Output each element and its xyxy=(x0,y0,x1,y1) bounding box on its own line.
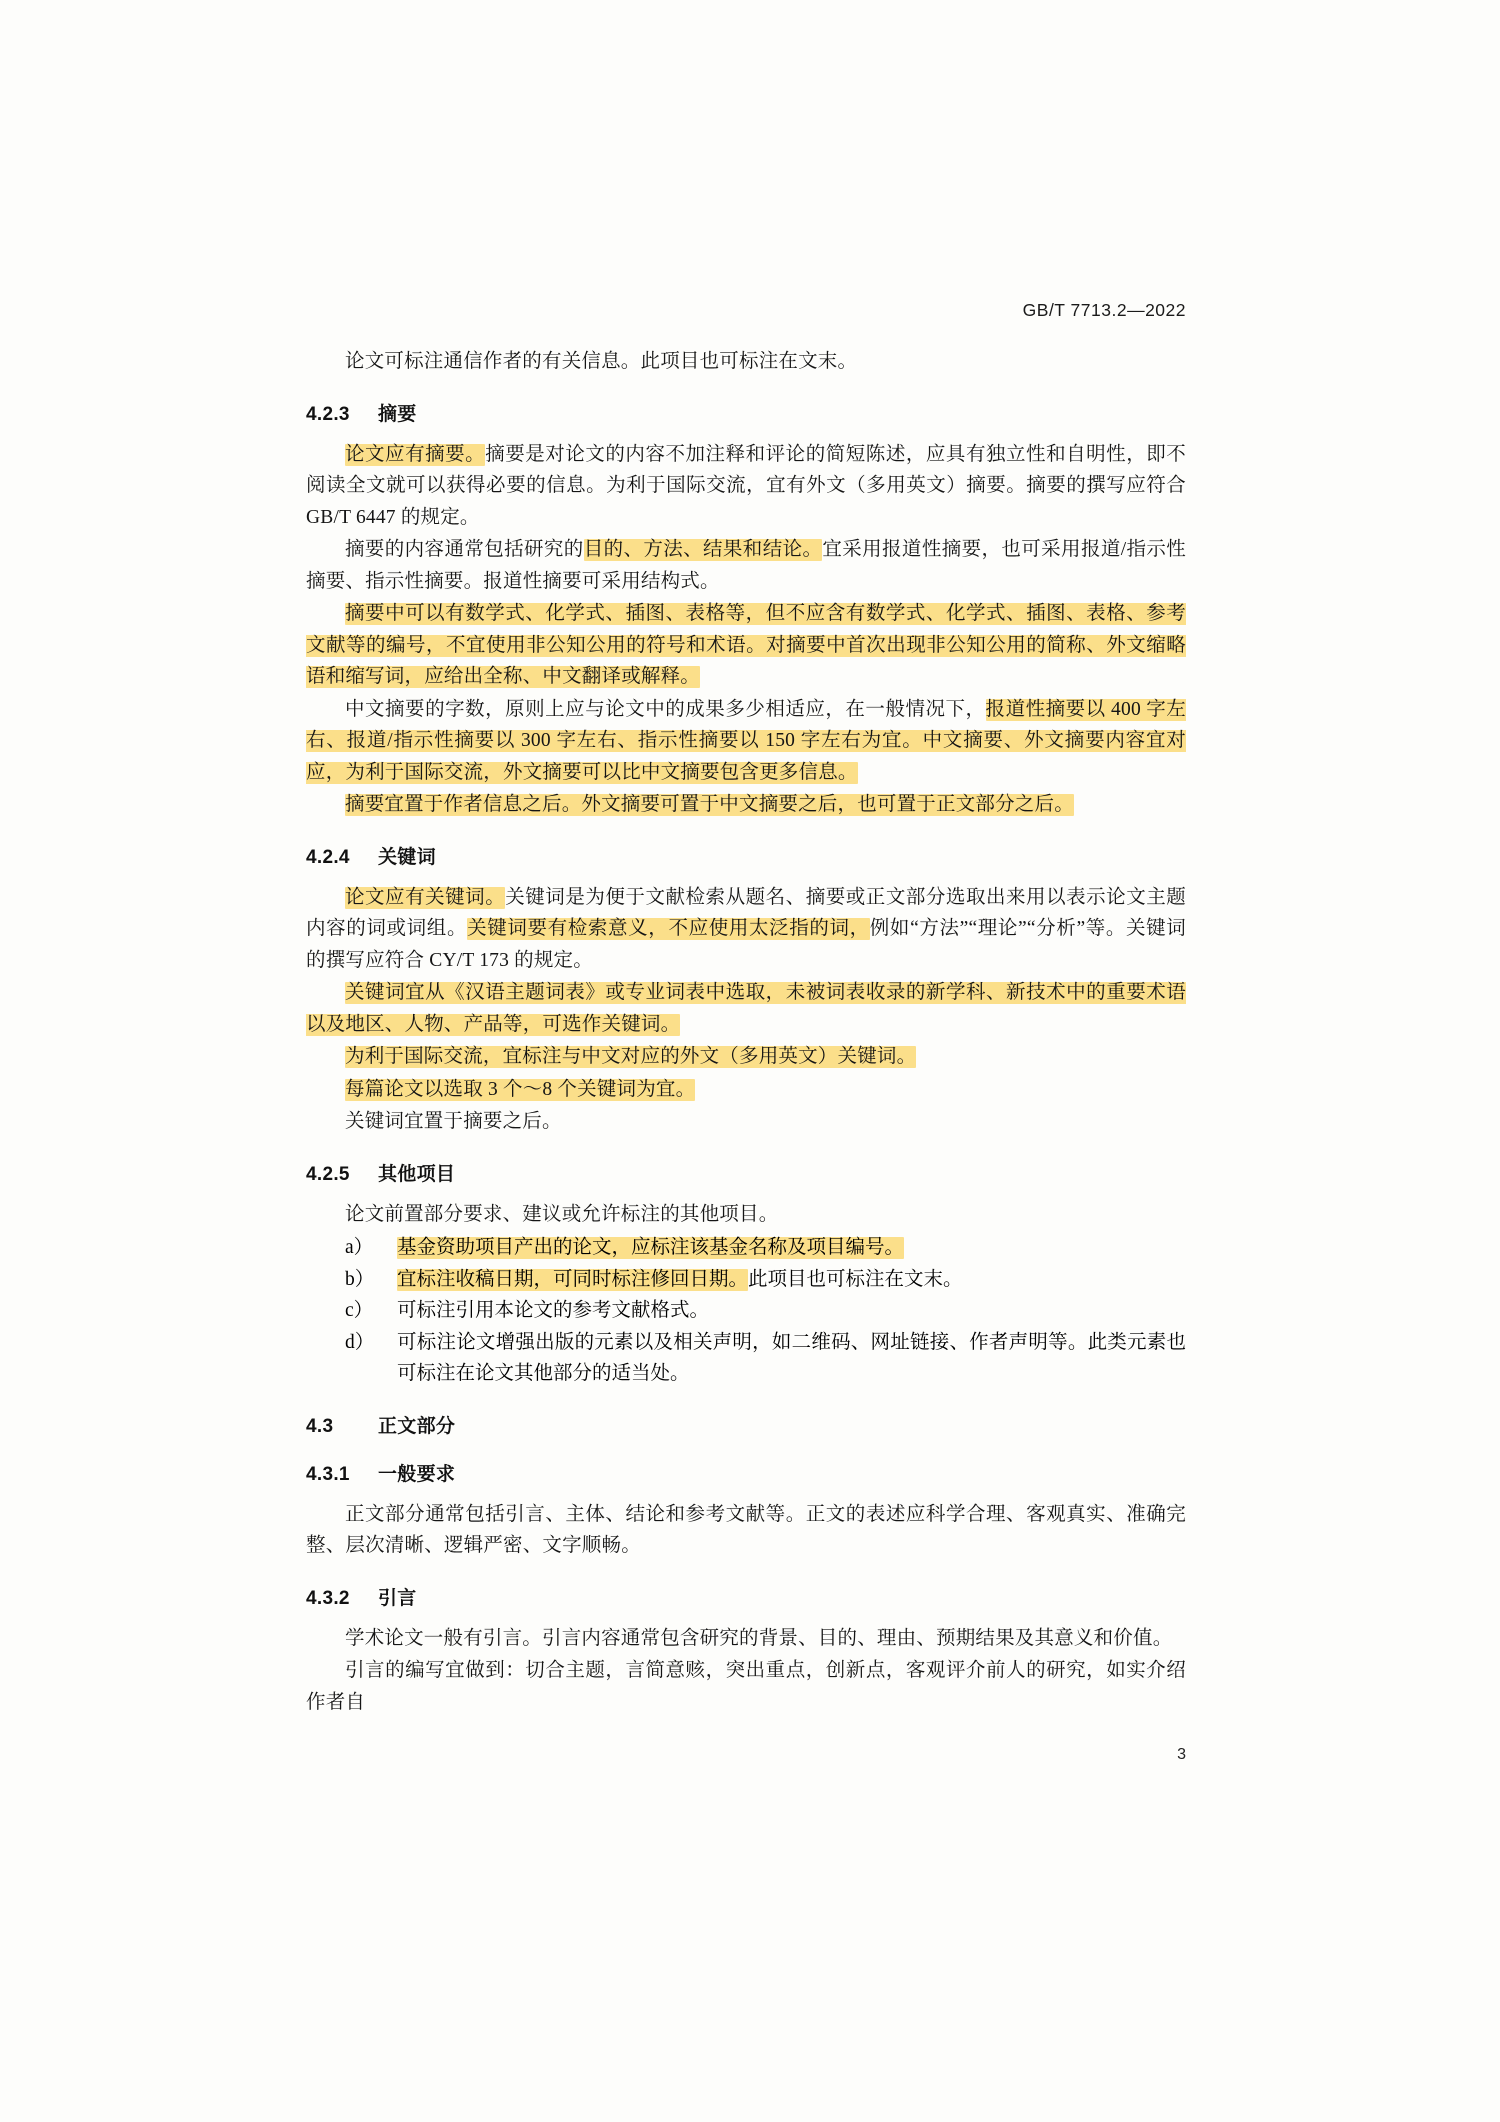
highlighted-text: 为利于国际交流，宜标注与中文对应的外文（多用英文）关键词。 xyxy=(345,1046,917,1067)
plain-text: 摘要的内容通常包括研究的 xyxy=(345,539,584,560)
section-number: 4.3.2 xyxy=(306,1587,350,1609)
highlighted-text: 每篇论文以选取 3 个～8 个关键词为宜。 xyxy=(345,1078,696,1100)
list-item xyxy=(345,1295,1186,1327)
highlighted-text: 宜标注收稿日期，可同时标注修回日期。 xyxy=(397,1268,749,1290)
highlighted-text: 论文应有摘要。 xyxy=(345,443,486,465)
plain-text: 论文前置部分要求、建议或允许标注的其他项目。 xyxy=(345,1203,779,1225)
plain-text: 学术论文一般有引言。引言内容通常包含研究的背景、目的、理由、预期结果及其意义和价值。 xyxy=(345,1627,1173,1649)
page-content xyxy=(306,300,1187,1763)
list-item-text xyxy=(397,1232,1186,1264)
list-item-marker: d） xyxy=(345,1331,375,1353)
list-item-marker: c） xyxy=(345,1300,374,1321)
page-number: 3 xyxy=(1177,1746,1186,1763)
paragraph: 论文可标注通信作者的有关信息。此项目也可标注在文末。 xyxy=(345,351,858,372)
section-number: 4.2.4 xyxy=(306,846,350,868)
section-number: 4.2.5 xyxy=(306,1163,350,1185)
paragraph xyxy=(306,1655,1186,1718)
plain-text: 引言的编写宜做到：切合主题，言简意赅，突出重点，创新点，客观评介前人的研究，如实介绍作者自 xyxy=(306,1660,1186,1713)
section-title: 摘要 xyxy=(378,403,417,425)
highlighted-text: 摘要中可以有数学式、化学式、插图、表格等，但不应含有数学式、化学式、插图、表格、参考文献等的编号，不宜使用非公知公用的符号和术语。对摘要中首次出现非公知公用的简称、外文缩略语和缩写词，应给出全称、中文翻译或解释。 xyxy=(306,603,1186,687)
paragraph xyxy=(306,694,1186,789)
document-body xyxy=(306,346,1186,1718)
highlighted-text: 关键词要有检索意义，不应使用太泛指的词， xyxy=(467,918,870,939)
highlighted-text: 摘要宜置于作者信息之后。外文摘要可置于中文摘要之后，也可置于正文部分之后。 xyxy=(345,794,1074,815)
paragraph xyxy=(306,1041,1186,1073)
paragraph xyxy=(306,534,1186,597)
list-item xyxy=(345,1232,1186,1264)
item-list xyxy=(306,1232,1186,1390)
section-title: 关键词 xyxy=(378,846,436,868)
highlighted-text: 报道性摘要以 400 字左右、报道/指示性摘要以 300 字左右、指示性摘要以 150 字左右为宜。中文摘要、外文摘要内容宜对应，为利于国际交流，外文摘要可以比中文摘要包含更多信息。 xyxy=(306,698,1186,783)
section-number: 4.3 xyxy=(306,1415,334,1437)
plain-text: 正文部分通常包括引言、主体、结论和参考文献等。正文的表述应科学合理、客观真实、准确完整、层次清晰、逻辑严密、文字顺畅。 xyxy=(306,1503,1186,1556)
section-title: 引言 xyxy=(378,1587,417,1609)
paragraph xyxy=(306,1074,1186,1106)
section-number: 4.2.3 xyxy=(306,403,350,425)
paragraph xyxy=(306,1199,1186,1231)
paragraph xyxy=(306,1106,1186,1138)
paragraph xyxy=(306,1623,1186,1655)
section-heading xyxy=(306,1159,1186,1186)
list-item-marker: b） xyxy=(345,1268,375,1290)
plain-text: 关键词宜置于摘要之后。 xyxy=(345,1111,562,1132)
running-header: GB/T 7713.2—2022 xyxy=(1022,300,1186,320)
plain-text: 摘要是对论文的内容不加注释和评论的简短陈述，应具有独立性和自明性，即不阅读全文就可以获得必要的信息。为利于国际交流，宜有外文（多用英文）摘要。摘要的撰写应符合 GB/T 6447 的规定。 xyxy=(306,443,1186,528)
section-number: 4.3.1 xyxy=(306,1463,350,1485)
paragraph xyxy=(306,789,1186,821)
list-item xyxy=(345,1327,1186,1390)
section-heading xyxy=(306,399,1186,426)
list-item xyxy=(345,1264,1186,1296)
list-item-text xyxy=(397,1264,1186,1296)
section-heading xyxy=(306,1459,1186,1486)
plain-text: 关键词是为便于文献检索从题名、摘要或正文部分选取出来用以表示论文主题内容的词或词组。 xyxy=(306,886,1186,939)
paragraph xyxy=(306,977,1186,1040)
plain-text: 可标注引用本论文的参考文献格式。 xyxy=(397,1300,710,1321)
paragraph xyxy=(306,439,1186,534)
section-heading xyxy=(306,1411,1186,1438)
plain-text: 中文摘要的字数，原则上应与论文中的成果多少相适应，在一般情况下， xyxy=(345,698,986,720)
paragraph xyxy=(306,882,1186,977)
list-item-text xyxy=(397,1327,1186,1390)
highlighted-text: 基金资助项目产出的论文，应标注该基金名称及项目编号。 xyxy=(397,1237,905,1258)
section-heading xyxy=(306,1583,1186,1610)
section-title: 一般要求 xyxy=(378,1463,456,1485)
list-item-marker: a） xyxy=(345,1237,374,1258)
list-item-text xyxy=(397,1295,1186,1327)
section-heading xyxy=(306,842,1186,869)
highlighted-text: 目的、方法、结果和结论。 xyxy=(583,539,823,560)
section-title: 其他项目 xyxy=(378,1163,456,1185)
plain-text: 此项目也可标注在文末。 xyxy=(748,1268,963,1290)
plain-text: 例如“方法”“理论”“分析”等。关键词的撰写应符合 CY/T 173 的规定。 xyxy=(306,918,1186,971)
highlighted-text: 论文应有关键词。 xyxy=(345,886,506,908)
paragraph xyxy=(306,598,1186,693)
plain-text: 宜采用报道性摘要，也可采用报道/指示性摘要、指示性摘要。报道性摘要可采用结构式。 xyxy=(306,539,1187,592)
highlighted-text: 关键词宜从《汉语主题词表》或专业词表中选取，未被词表收录的新学科、新技术中的重要术语以及地区、人物、产品等，可选作关键词。 xyxy=(306,982,1186,1035)
paragraph xyxy=(306,1499,1186,1562)
plain-text: 可标注论文增强出版的元素以及相关声明，如二维码、网址链接、作者声明等。此类元素也可标注在论文其他部分的适当处。 xyxy=(397,1331,1186,1384)
section-title: 正文部分 xyxy=(378,1415,456,1437)
